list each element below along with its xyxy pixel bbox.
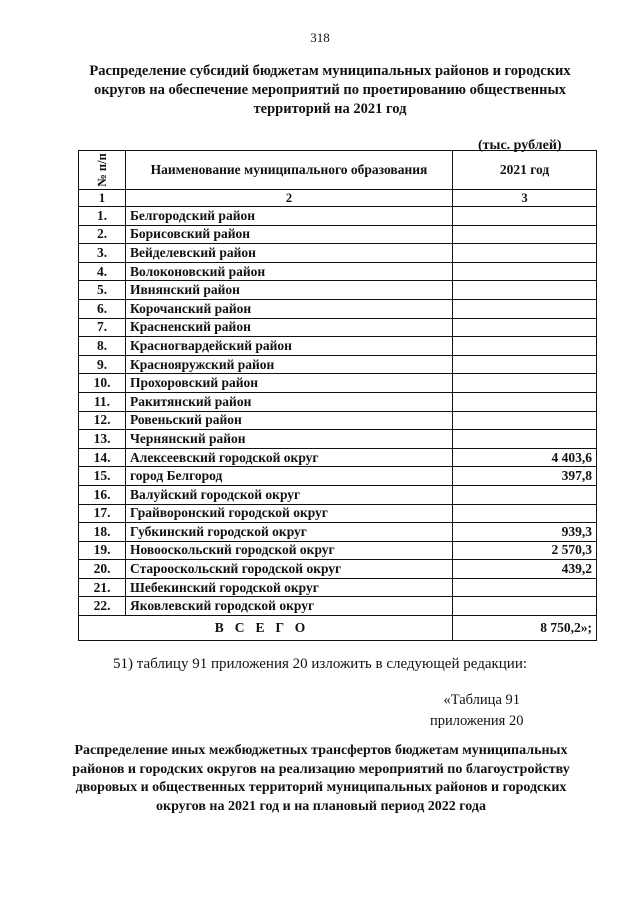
row-name: Грайворонский городской округ [126, 504, 453, 523]
row-name: Красногвардейский район [126, 337, 453, 356]
table-row [79, 411, 597, 430]
row-name: Старооскольский городской округ [126, 560, 453, 579]
instruction-text: 51) таблицу 91 приложения 20 изложить в следующей редакции: [113, 656, 528, 672]
subsidy-table [78, 150, 597, 641]
row-value [453, 597, 597, 616]
row-value [453, 225, 597, 244]
row-number: 17. [79, 504, 126, 523]
column-number: 1 [79, 190, 126, 207]
row-name: Губкинский городской округ [126, 523, 453, 542]
row-number: 8. [79, 337, 126, 356]
row-name: Новооскольский городской округ [126, 541, 453, 560]
row-value: 939,3 [453, 523, 597, 542]
header-name: Наименование муниципального образования [126, 151, 453, 190]
table-row [79, 374, 597, 393]
table-row [79, 337, 597, 356]
row-value [453, 430, 597, 449]
row-value [453, 504, 597, 523]
table-row [79, 355, 597, 374]
row-number: 3. [79, 244, 126, 263]
row-number: 1. [79, 207, 126, 226]
row-value [453, 374, 597, 393]
row-name: Шебекинский городской округ [126, 578, 453, 597]
table-row [79, 560, 597, 579]
row-number: 2. [79, 225, 126, 244]
row-value: 397,8 [453, 467, 597, 486]
row-value [453, 318, 597, 337]
row-name: Краснояружский район [126, 355, 453, 374]
row-number: 11. [79, 392, 126, 411]
table-row [79, 299, 597, 318]
row-name: Борисовский район [126, 225, 453, 244]
row-name: Ивнянский район [126, 281, 453, 300]
table-row [79, 225, 597, 244]
table-row [79, 541, 597, 560]
table-row [79, 281, 597, 300]
row-name: Вейделевский район [126, 244, 453, 263]
table-row [79, 262, 597, 281]
column-number: 2 [126, 190, 453, 207]
row-name: Прохоровский район [126, 374, 453, 393]
table-row [79, 485, 597, 504]
row-number: 7. [79, 318, 126, 337]
row-name: город Белгород [126, 467, 453, 486]
row-value: 439,2 [453, 560, 597, 579]
total-label: ВСЕГО [79, 616, 453, 641]
row-number: 19. [79, 541, 126, 560]
row-name: Валуйский городской округ [126, 485, 453, 504]
row-value [453, 392, 597, 411]
row-number: 14. [79, 448, 126, 467]
row-number: 22. [79, 597, 126, 616]
table-body [79, 207, 597, 616]
row-name: Ровеньский район [126, 411, 453, 430]
row-number: 4. [79, 262, 126, 281]
document-title: Распределение субсидий бюджетам муниципальных районов и городских округов на обеспечение мероприятий по проетированию общественных территорий на 2021 год [89, 63, 571, 117]
table-row [79, 207, 597, 226]
total-value: 8 750,2»; [453, 616, 597, 641]
header-num-text: № п/п [94, 153, 109, 187]
row-value [453, 244, 597, 263]
table-row [79, 318, 597, 337]
row-number: 10. [79, 374, 126, 393]
column-number: 3 [453, 190, 597, 207]
row-value [453, 281, 597, 300]
row-value [453, 337, 597, 356]
row-name: Корочанский район [126, 299, 453, 318]
table-row [79, 430, 597, 449]
table-row [79, 448, 597, 467]
second-title: Распределение иных межбюджетных трансфертов бюджетам муниципальных районов и городских округов на реализацию мероприятий по благоустройству дворовых и общественных территорий муниципальных районов и городских округов на 2021 год и на плановый период 2022 года [72, 743, 570, 814]
table-header-row [79, 151, 597, 190]
row-number: 6. [79, 299, 126, 318]
table-row [79, 578, 597, 597]
row-value [453, 207, 597, 226]
header-year: 2021 год [453, 151, 597, 190]
table-row [79, 392, 597, 411]
row-name: Белгородский район [126, 207, 453, 226]
table-reference-line2: приложения 20 [430, 713, 524, 729]
units-label: (тыс. рублей) [478, 138, 562, 153]
row-number: 21. [79, 578, 126, 597]
row-value: 4 403,6 [453, 448, 597, 467]
row-name: Ракитянский район [126, 392, 453, 411]
row-value [453, 411, 597, 430]
header-num [79, 151, 126, 190]
column-numbers-row [79, 190, 597, 207]
row-number: 16. [79, 485, 126, 504]
row-name: Яковлевский городской округ [126, 597, 453, 616]
row-name: Волоконовский район [126, 262, 453, 281]
row-number: 15. [79, 467, 126, 486]
table-row [79, 597, 597, 616]
row-value: 2 570,3 [453, 541, 597, 560]
table-row [79, 523, 597, 542]
row-number: 12. [79, 411, 126, 430]
row-number: 18. [79, 523, 126, 542]
table-reference-line1: «Таблица 91 [443, 692, 520, 708]
row-value [453, 262, 597, 281]
row-number: 5. [79, 281, 126, 300]
row-number: 20. [79, 560, 126, 579]
row-number: 9. [79, 355, 126, 374]
table-row [79, 244, 597, 263]
row-number: 13. [79, 430, 126, 449]
row-value [453, 485, 597, 504]
table-reference [430, 690, 524, 732]
row-name: Чернянский район [126, 430, 453, 449]
row-value [453, 578, 597, 597]
table-row [79, 467, 597, 486]
page-number: 318 [310, 30, 330, 45]
total-row [79, 616, 597, 641]
row-value [453, 299, 597, 318]
row-name: Алексеевский городской округ [126, 448, 453, 467]
row-value [453, 355, 597, 374]
row-name: Красненский район [126, 318, 453, 337]
table-row [79, 504, 597, 523]
